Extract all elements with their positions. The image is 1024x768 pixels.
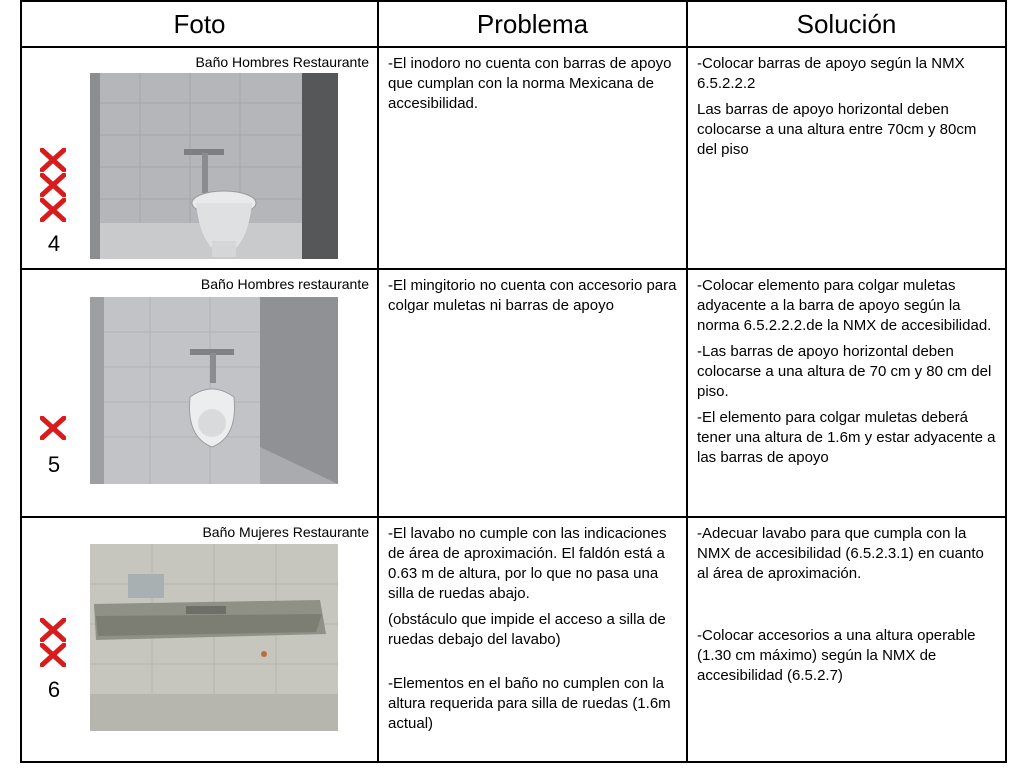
problem-cell <box>378 269 687 517</box>
problem-text: -El lavabo no cumple con las indicaciones de área de aproximación. El faldón está a 0.63 m de altura, por lo que no pasa una silla de ruedas abajo. <box>388 525 667 602</box>
header-solucion: Solución <box>687 1 1006 47</box>
photo-cell <box>21 269 378 517</box>
solution-cell <box>687 269 1006 517</box>
red-x-icon <box>40 198 66 222</box>
table-row <box>21 47 1006 269</box>
solution-text: -El elemento para colgar muletas deberá tener una altura de 1.6m y estar adyacente a las barras de apoyo <box>697 409 996 466</box>
photo-caption: Baño Hombres Restaurante <box>195 54 369 70</box>
row-number: 6 <box>47 677 61 702</box>
problem-text: -Elementos en el baño no cumplen con la altura requerida para silla de ruedas (1.6m actual) <box>388 675 671 732</box>
warning-marks <box>40 416 68 441</box>
header-row <box>21 1 1006 47</box>
problem-text: -El inodoro no cuenta con barras de apoyo que cumplan con la norma Mexicana de accesibilidad. <box>388 55 672 112</box>
solution-text: -Colocar elemento para colgar muletas adyacente a la barra de apoyo según la norma 6.5.2.2.2.de la NMX de accesibilidad. <box>697 277 992 334</box>
problem-text: -El mingitorio no cuenta con accesorio para colgar muletas ni barras de apoyo <box>388 277 677 314</box>
photo-cell <box>21 47 378 269</box>
toilet-photo <box>90 73 338 259</box>
problem-cell <box>378 47 687 269</box>
report-table <box>20 0 1007 763</box>
solution-text: Las barras de apoyo horizontal deben colocarse a una altura entre 70cm y 80cm del piso <box>697 101 977 158</box>
urinal-photo <box>90 297 338 484</box>
red-x-icon <box>40 148 66 172</box>
row-number: 4 <box>47 231 61 256</box>
solution-cell <box>687 47 1006 269</box>
table-row <box>21 269 1006 517</box>
warning-marks <box>40 618 68 668</box>
solution-cell <box>687 517 1006 762</box>
photo-cell <box>21 517 378 762</box>
problem-cell <box>378 517 687 762</box>
warning-marks <box>40 148 68 223</box>
header-problema: Problema <box>378 1 687 47</box>
solution-text: -Adecuar lavabo para que cumpla con la NMX de accesibilidad (6.5.2.3.1) en cuanto al área de aproximación. <box>697 525 984 582</box>
red-x-icon <box>40 643 66 667</box>
photo-caption: Baño Mujeres Restaurante <box>202 524 369 540</box>
table-row <box>21 517 1006 762</box>
photo-caption: Baño Hombres restaurante <box>200 276 369 292</box>
red-x-icon <box>40 173 66 197</box>
header-foto: Foto <box>21 1 378 47</box>
solution-text: -Colocar accesorios a una altura operable (1.30 cm máximo) según la NMX de accesibilidad (6.5.2.7) <box>697 627 976 684</box>
sink-photo <box>90 544 338 731</box>
row-number: 5 <box>47 452 61 477</box>
problem-text: (obstáculo que impide el acceso a silla de ruedas debajo del lavabo) <box>388 611 666 648</box>
solution-text: -Colocar barras de apoyo según la NMX 6.5.2.2.2 <box>697 55 965 92</box>
solution-text: -Las barras de apoyo horizontal deben colocarse a una altura de 70 cm y 80 cm del piso. <box>697 343 992 400</box>
red-x-icon <box>40 416 66 440</box>
red-x-icon <box>40 618 66 642</box>
